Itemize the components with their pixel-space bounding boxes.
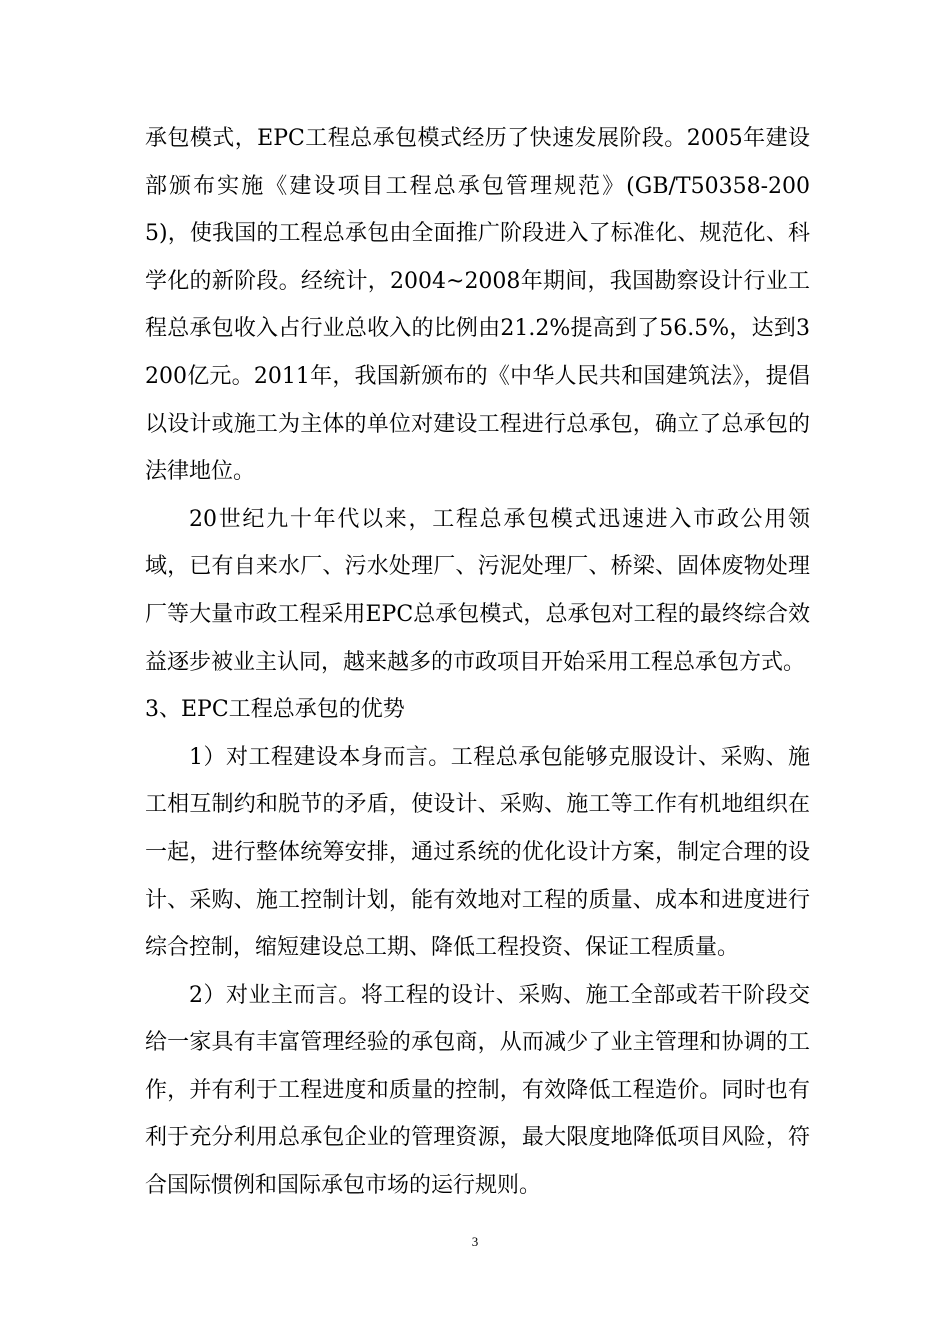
paragraph-advantage-owner: 2）对业主而言。将工程的设计、采购、施工全部或若干阶段交给一家具有丰富管理经验的承包商，从而减少了业主管理和协调的工作，并有利于工程进度和质量的控制，有效降低工程造价。同时也有利于充分利用总承包企业的管理资源，最大限度地降低项目风险，符合国际惯例和国际承包市场的运行规则。 (145, 982, 810, 1199)
section-heading-epc-advantages: 3、EPC工程总承包的优势 (145, 697, 405, 723)
paragraph-advantage-construction: 1）对工程建设本身而言。工程总承包能够克服设计、采购、施工相互制约和脱节的矛盾，使设计、采购、施工等工作有机地组织在一起，进行整体统筹安排，通过系统的优化设计方案，制定合理的设计、采购、施工控制计划，能有效地对工程的质量、成本和进度进行综合控制，缩短建设总工期、降低工程投资、保证工程质量。 (145, 744, 810, 961)
paragraph-municipal-adoption: 20世纪九十年代以来，工程总承包模式迅速进入市政公用领域，已有自来水厂、污水处理厂、污泥处理厂、桥梁、固体废物处理厂等大量市政工程采用EPC总承包模式，总承包对工程的最终综合效益逐步被业主认同，越来越多的市政项目开始采用工程总承包方式。 (145, 506, 810, 675)
document-body (145, 115, 810, 1210)
page-number: 3 (471, 1234, 479, 1249)
paragraph-epc-development: 承包模式，EPC工程总承包模式经历了快速发展阶段。2005年建设部颁布实施《建设项目工程总承包管理规范》(GB/T50358-2005)，使我国的工程总承包由全面推广阶段进入了标准化、规范化、科学化的新阶段。经统计，2004~2008年期间，我国勘察设计行业工程总承包收入占行业总收入的比例由21.2%提高到了56.5%，达到3200亿元。2011年，我国新颁布的《中华人民共和国建筑法》，提倡以设计或施工为主体的单位对建设工程进行总承包，确立了总承包的法律地位。 (145, 126, 810, 485)
